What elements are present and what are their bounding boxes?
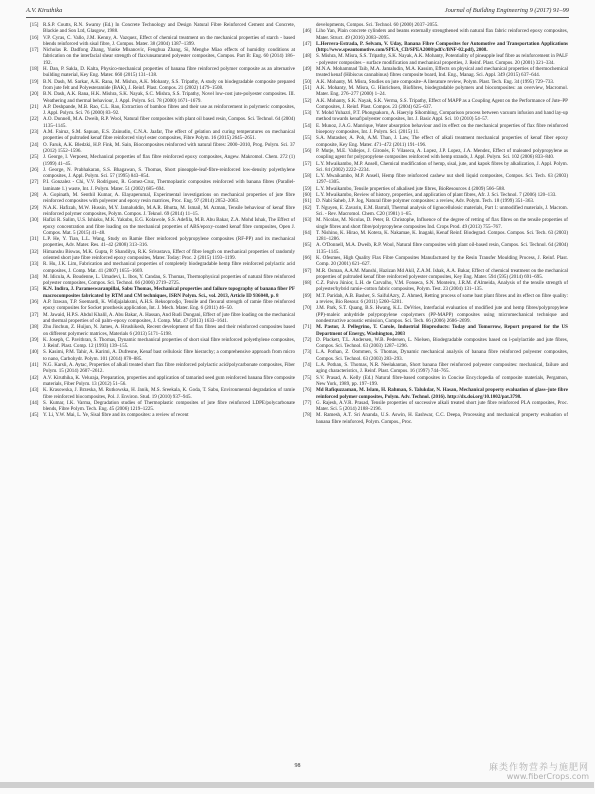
reference-item: [30, 104, 295, 117]
reference-text: K. Ofesmes, High Quality Flax Fibre Composites Manufactured by the Resin Transfer Moulding Process, J. Reinf. Plast. Comp. 20 (2001) 621–627.: [316, 254, 568, 268]
reference-number: [67]: [303, 267, 312, 274]
reference-number: [27]: [30, 179, 39, 186]
reference-text: L.Y. Mwaikambo, Review of history, properties, and application of plant fibres, Afr. J. Sci. Technol. 7 (2006) 120–133.: [316, 192, 557, 199]
reference-text: L.Y. Mwaikambo, M.P. Ansell, Chemical modification of hemp, sisal, jute, and kapok fibres by alkalization, J. Appl. Polym. Sci. 84 (2002) 2222–2234.: [316, 160, 568, 173]
reference-text: L.A. Pothan, S. Thomas, N.R. Neelakantan, Short banana fiber reinforced polyester composites: mechanical, failure and aging characteristics, J. Reinf. Plast. Compos. 16 (1997) 744–765.: [316, 362, 568, 375]
reference-text: R. Hu, J.K. Lim, Fabrication and mechanical properties of completely biodegradable hemp fibre reinforced polylactic acid composites, J. Comp. Mat. 41 (2007) 1655–1669.: [43, 261, 295, 274]
reference-number: [52]: [303, 97, 312, 104]
watermark-url: www.fiberCrops.com: [506, 772, 589, 782]
reference-item: [303, 268, 568, 281]
reference-item: [303, 230, 568, 243]
reference-text: O. Faruk, A.K. Bledzki, H.P. Fink, M. Sain, Biocomposites reinforced with natural fibres: 2000–2010, Prog. Polym. Sci. 37 (2012) 1552–1596.: [43, 141, 295, 154]
reference-item: [303, 161, 568, 174]
reference-text: S.A. Mutasher, A. Poh, A.M. Than, J. Law, The effect of alkali treatment mechanical properties of kenaf fiber epoxy composite, Key Eng. Mater. 471–472 (2011) 191–196.: [316, 135, 568, 148]
reference-text: D. Nabi Saheb, J.P. Jog, Natural fibre polymer composites: a review, Adv. Polym. Tech. 18 (1999) 351–363.: [316, 198, 535, 205]
reference-item: [303, 293, 568, 306]
reference-column-left: [30, 22, 295, 756]
reference-text: Himanshu Biswas, M.K. Gupta, P. Shandilya, R.K. Srivastava, Effect of fibre length on mechanical properties of randomly oriented short jute fibre reinforced epoxy composites, Mater. Today: Proc. 2 (2015) 1193–1199.: [43, 248, 295, 261]
reference-text: Hafizi R. Salim, U.S. Ishiaku, M.K. Yakubu, E.G. Kolawole, S.S. Adefila, M.B. Abu Bakar, Z.A. Mohd Ishak, The Effect of epoxy concentration and fibre loading on the mechanical properties of ABS/epoxy-coated kenaf fibre composites, Open J. Compos. Mat. 5 (2015) 41–48.: [43, 217, 295, 236]
reference-item: [303, 217, 568, 230]
reference-item: [30, 116, 295, 129]
reference-item: [303, 85, 568, 98]
reference-number: [76]: [303, 387, 312, 394]
reference-number: [34]: [30, 273, 39, 280]
reference-text: P.I. Gonzalez - Chi, V.V. Rodriguez, R. Gomez-Cruz, Thermoplastic composites reinforced with banana fibres (Parallel-laminate 1.) waste, Int. J. Polym. Mater. 51 (2002) 685–694.: [43, 179, 295, 192]
reference-item: [303, 400, 568, 413]
reference-text: K. Joseph, C. Pavithran, S. Thomas, Dynamic mechanical properties of short sisal fibre reinforced polyethylene composites, J. Reinf. Plast. Comp. 12 (1993) 139–155.: [43, 336, 295, 350]
reference-item: [30, 274, 295, 287]
reference-text: J.M. Park, S.T. Quang, B.S. Hwang, K.L. DeVries, Interfacial evaluation of modified jute and hemp fibres/polypropylene (PP)-maleic anhydride polypropylene copolymers (PP-MAPP) composites using micromechanical technique and nondestructive acoustic emission, Compos. Sci. Tech. 66 (2006) 2686–2699.: [316, 305, 568, 324]
reference-text: M. Ramesh, A.T. Sri Ananda, U.S. Aswin, H. Eashwar, C.C. Deepa, Processing and mechanical property evaluation of banana fibre reinforced, Polym. Compos., Proc.: [316, 412, 568, 425]
reference-number: [62]: [303, 204, 312, 211]
reference-number: [74]: [303, 362, 312, 369]
reference-number: [33]: [30, 261, 39, 268]
reference-item: [303, 362, 568, 375]
reference-text: M. Nicolas, M. Nicolas, D. Peter, B. Christophe, Influence of the degree of retting of flax fibres on the tensile properties of single fibres and short fibre/polypropylene composites Ind. Crops Prod. 49 (2013) 755–767.: [316, 217, 568, 230]
reference-number: [44]: [30, 399, 39, 406]
reference-number: [30]: [30, 217, 39, 224]
reference-item: [30, 249, 295, 262]
reference-item: [303, 66, 568, 79]
reference-number: [59]: [303, 185, 312, 192]
reference-text: G. Rajesh, A.V.R. Prasad, Tensile properties of successive alkali treated short jute fibre reinforced PLA composites, Proc. Mater. Sci. 5 (2014) 2188–2196.: [316, 399, 568, 413]
reference-number: [28]: [30, 192, 39, 199]
reference-number: [53]: [303, 110, 312, 117]
reference-number: [16]: [30, 34, 39, 41]
reference-item: [303, 41, 568, 54]
reference-item: [30, 35, 295, 48]
reference-item: [303, 173, 568, 186]
reference-text: Liho Yan, Plain concrete cylinders and beams externally strengthened with natural flax fabric reinforced epoxy composites, Mater. Struct. 49 (2016) 2083–2095.: [316, 28, 568, 41]
reference-text: M. Pastor, J. Pellegrino, T. Carole, Industrial Bioproducts: Today and Tomorrow, Report prepared for the US Department of Energy, Washington, 2003: [316, 324, 568, 337]
reference-number: [77]: [303, 399, 312, 406]
reference-text: L.P. He, Y. Tian, L.L. Wang, Study on Ramie fiber reinforced polypropylene composites (RF-PP) and its mechanical properties, Adv. Mater. Res. 41–42 (2008) 313–316.: [43, 236, 295, 249]
reference-text: A.K. Mohanty, M. Misra, Studies on jute composite–A literature review, Polym. Plast. Tech. Eng. 34 (1995) 729–733.: [316, 78, 555, 85]
reference-text: A.M. Fairuz, S.M. Sapuan, E.S. Zainudin, C.N.A. Jaafar, The effect of gelation and curing temperatures on mechanical properties of pultruded kenaf fibre reinforced vinyl ester composites, Fibre Polym. 16 (2015) 2645–2651.: [43, 129, 295, 142]
reference-text: A.O. Donnell, M.A. Dweib, R.P. Wool, Natural fiber composites with plant oil based resin, Compos. Sci. Technol. 64 (2004) 1135–1145.: [43, 116, 295, 129]
reference-number: [50]: [303, 78, 312, 85]
reference-number: [19]: [30, 78, 39, 85]
reference-number: [22]: [30, 116, 39, 123]
reference-number: [48]: [303, 53, 312, 60]
reference-text: Nicholas R. Dadfong Zhang, Yunke Mlsanovic, Fenghua Zhang, Si, Menghe Miao effects of humidity conditions at fabrication on the interfacial shear strength of flax/unsaturated polyester composites, Compos. Part B: Eng. 60 (2014) 186–192.: [43, 47, 295, 66]
reference-text: A. O'Donnell, M.A. Dweib, R.P. Wool, Natural fibre composites with plant oil-based resin, Compos. Sci. Technol. 64 (2004) 1135–1145.: [316, 242, 568, 255]
reference-text: P. Mutje, M.E. Vallejos, J. Gironès, F. Vilaseca, A. Lopez, J.P. Lopez, J.A. Mendez, Effect of maleated polypropylene as coupling agent for polypropylene composites reinforced with hemp strands, J. Appl. Polym. Sci. 102 (2006) 833–840.: [316, 147, 568, 161]
reference-text: B.N. Dash, A.K. Rana, H.K. Mishra, S.K. Nayak, S.C. Mishra, S.S. Tripathy, Novel low-cost jute-polyester composites. III. Weathering and thermal behaviour, J. Appl. Polym. Sci. 78 (2000) 1671–1679.: [43, 91, 295, 104]
reference-item: [30, 66, 295, 79]
reference-number: [23]: [30, 129, 39, 136]
reference-number: [64]: [303, 229, 312, 236]
reference-text: H. Dan, P. Sakla, D. Kalta, Physico-mechanical properties of banana fibre reinforced polymer composite as an alternative building material, Key Eng. Mater. 660 (2015) 131–138.: [43, 66, 295, 79]
reference-text: L.A. Pothan, Z. Oommen, S. Thomas, Dynamic mechanical analysis of banana fibre reinforced polyester composites, Compos. Sci. Technol. 63 (2003) 283–293.: [316, 349, 568, 362]
reference-item: [303, 110, 568, 123]
reference-item: [30, 312, 295, 325]
reference-item: [303, 280, 568, 293]
reference-item: [303, 28, 568, 41]
reference-item: [303, 148, 568, 161]
reference-number: [71]: [303, 324, 312, 331]
reference-text: T. Nguyen, E. Zavarin, E.M. Barrall, Thermal analysis of lignocellulosic materials, Part 1: unmodified materials, J. Macrom. Sci. - Rev. Macromol. Chem. C20 (1981) 1–65.: [316, 204, 568, 217]
reference-number: [65]: [303, 242, 312, 249]
page-number: 98: [294, 763, 301, 769]
reference-item: [30, 154, 295, 167]
reference-item: [303, 53, 568, 66]
reference-item: [303, 135, 568, 148]
reference-number: [20]: [30, 91, 39, 98]
reference-number: [38]: [30, 324, 39, 331]
reference-number: [69]: [303, 292, 312, 299]
bottom-divider: [0, 782, 594, 788]
reference-item: [303, 123, 568, 136]
reference-item: [30, 362, 295, 375]
reference-text: S.V. Prasad, A. Kelly (Ed.) Natural fibre-based composites in Concise Encyclopedia of composite materials, Pergamon, New York, 1989, pp. 197–199.: [316, 374, 568, 387]
reference-text: A.K. Mohanty, M. Misra, G. Hinrichsen, Biofibres, biodegradable polymers and biocomposites: an overview, Macromol. Mater. Eng. 276–277 (2000) 1–24.: [316, 84, 568, 98]
reference-number: [70]: [303, 305, 312, 312]
reference-item: [30, 387, 295, 400]
reference-text: L.Y. Mwaikambo, M.P. Ansell, Hemp fibre reinforced cashew nut shell liquid composites, Compos. Sci. Tech. 63 (2003) 1297–1305.: [316, 173, 568, 186]
reference-text: S. Kasimi, P.M. Tahir, A. Karimi, A. Dufresne, Kenaf bast cellulosic fibre hierarchy; a comprehensive approach from micro to nano, Carbohydr. Polym. 101 (2014) 878–885.: [43, 349, 295, 362]
reference-number: [61]: [303, 198, 312, 205]
reference-item: [303, 205, 568, 218]
reference-text: K.N. Indira, J. Parameswaranpillai, Sabu Thomas, Mechanical properties and failure topography of banana fiber PF macrocomposites fabricated by RTM and CM techniques, ISRN Polym. Sci., vol. 2013, Article ID 936048, p. 8: [43, 286, 295, 299]
reference-item: [30, 179, 295, 192]
watermark: [489, 764, 589, 782]
reference-text: M.T. Paridah, A.B. Basher, S. SaifulAzry, Z. Ahmed, Retting process of some bast plant fibres and its effect on fibre quality: a review, Bio Resour. 6 (2011) 5260–5281.: [316, 292, 568, 306]
reference-item: [303, 242, 568, 255]
reference-text: L.Y. Mwaikambo, Tensile properties of alkalised jute fibres, BioResources 4 (2009) 566–588.: [316, 185, 506, 192]
reference-number: [51]: [303, 84, 312, 91]
reference-item: [30, 217, 295, 236]
header-journal: Journal of Building Engineering 9 (2017) 91–99: [444, 7, 569, 14]
reference-number: [58]: [303, 173, 312, 180]
reference-item: [303, 324, 568, 337]
reference-item: [303, 337, 568, 350]
reference-number: [29]: [30, 204, 39, 211]
reference-text: Md Rafiquzzaman, M. Islam, H. Rahman, S. Talukdar, N. Hasan, Mechanical property evaluation of glass–jute fibre reinforced polymer composites, Polym. Adv. Technol. (2016). http://dx.doi.org/10.1002/pat.3798.: [316, 387, 568, 400]
reference-item: [303, 255, 568, 268]
reference-text: A.K. Mohanty, S.K. Nayak, S.K. Verma, S.S. Tripathy, Effect of MAPP as a Coupling Agent on the Performance of Jute–PP Composites, J. Reinf. Plast. Compos. 23 (2004) 625–637.: [316, 97, 568, 110]
reference-text: Y. Mohd Yuhazri, P.T. Phongsakorn, A. Haeryip Sihombing, Comparison process between vacuum infusion and hand lay-up method towards kenaf/polyester composites, Int. J. Basic Appl. Sci. 10 (2010) 54–57.: [316, 110, 568, 123]
reference-item: [30, 205, 295, 218]
reference-number: [55]: [303, 135, 312, 142]
reference-text: Y. Li, Y.W. Mai, L. Ye, Sisal fibre and its composites: a review of recent: [43, 412, 189, 419]
reference-number: [63]: [303, 217, 312, 224]
reference-text: B.N. Dash, M. Sarkar, A.K. Rana, M. Mishra, A.K. Mohanty, S.S. Tripathy, A study on biodegradable composite prepared from jute felt and Polyesteramide (BAK), J. Reinf. Plast. Compos. 21 (2002) 1479–1508.: [43, 78, 295, 91]
reference-text: A.V. Kiruthika, K. Veluraja, Preparation, properties and application of tamarind seed gum reinforced banana fibre composite materials, Fiber Polym. 13 (2012) 51–56.: [43, 374, 295, 387]
reference-text: S. Mishra, M. Misra, S.S. Tripathy, S.K. Nayak, A.K. Mohanty, Potentiality of pineapple leaf fibre as reinforcement in PALF - polyester composites – surface modification and mechanical properties, J. Reinf. Plast. Compos. 20 (2001) 321–334.: [316, 53, 568, 66]
reference-item: [30, 47, 295, 66]
reference-item: [30, 91, 295, 104]
reference-text: M.R. Osman, A.A.M. Manshi, Hazizan Md Akil, Z.A.M. Ishak, A.A. Bakar, Effect of chemical treatment on the mechanical properties of pultruded kenaf fibre reinforced polyester composites, Key Eng. Mater. 594 (595) (2014) 691–695.: [316, 267, 568, 280]
reference-text: S. Kumar, I.K. Varma, Degradation studies of Thermoplastic composites of jute fibre reinforced LDPE/polycarbonate blends, Fibre Polym. Tech. Eng. 45 (2006) 1219–1225.: [43, 399, 295, 413]
reference-item: [303, 375, 568, 388]
running-header: [26, 4, 569, 18]
reference-number: [72]: [303, 336, 312, 343]
reference-text: A.P. Deshpande, M.B. Rao, C.L. Rao, Extraction of bamboo fibres and their use as reinforcement in polymeric composites, J. Appl. Polym. Sci. 76 (2000) 83–92.: [43, 103, 295, 117]
reference-item: [30, 236, 295, 249]
reference-text: V.P. Cyras, C. Vallo, J.M. Kenny, A. Vazquez, Effect of chemical treatment on the mechanical properties of starch - based blends reinforced with sisal fibre, J. Compos. Mater. 38 (2004) 1387–1399.: [43, 34, 295, 47]
reference-item: [30, 412, 295, 418]
reference-item: [30, 324, 295, 337]
reference-number: [42]: [30, 374, 39, 381]
reference-number: [49]: [303, 66, 312, 73]
reference-item: [30, 129, 295, 142]
reference-number: [17]: [30, 47, 39, 54]
reference-item: [30, 22, 295, 35]
reference-text: Zhu Jinchun, Z. Huijun, N. James, A. Hrushikesh, Recent development of flax fibres and their reinforced composites based on different polymeric matrices, Materials 6 (2013) 5171–5198.: [43, 324, 295, 337]
reference-item: [30, 375, 295, 388]
reference-number: [73]: [303, 349, 312, 356]
reference-text: N.A.K. Hafizah, M.W. Hussin, M.Y. Jamaluddin, M.A.R. Bhutta, M. Ismail, M. Azman, Tensile behaviour of kenaf fibre reinforced polymer composites, Polym. Compos. J. Teknol. 69 (2014) 11–15.: [43, 204, 295, 217]
reference-number: [40]: [30, 349, 39, 356]
reference-text: M. Idicula, A. Boudenne, L. Umadevi, L. Ibos, Y. Candau, S. Thomas, Thermophysical properties of natural fibre reinforced polyester composites, Compos. Sci. Technol. 66 (2006) 2719–2725.: [43, 273, 295, 287]
reference-number: [36]: [30, 299, 39, 306]
reference-item: [303, 98, 568, 111]
reference-text: D. Plackett, T.L. Andersen, W.B. Pedersen, L. Nielsen, Biodegradable composites based on l-polylactide and jute fibres, Compos. Sci. Technol. 63 (2003) 1287–1296.: [316, 336, 568, 350]
reference-text: M. Jawaid, H.P.S. Abdul Khalil, A. Abu Bakar, A. Hassan, And Rudi Dungani, Effect of jute fibre loading on the mechanical and thermal properties of oil palm–epoxy composites, J. Comp. Mat. 47 (2013) 1633–1641.: [43, 311, 295, 324]
reference-number: [31]: [30, 236, 39, 243]
reference-number: [46]: [303, 28, 312, 35]
reference-text: J. George, N. Prabhakaran, S.S. Bhagawan, S. Thomas, Short pineapple-leaf-fibre-reinforced low-density polyethylene composites, J. Appl. Polym. Sci. 57 (1995) 843–854.: [43, 166, 295, 180]
reference-number: [32]: [30, 248, 39, 255]
reference-item: [30, 299, 295, 312]
reference-text: L.Herrera-Estrada, P. Selvam, V. Uday, Banana Fibre Composites for Automotive and Transportation Applications (http://www.speautomotive.com/SPEA_CD/SPEA2008/pdf/c/BNF-02.pdf), 2008.: [316, 40, 568, 54]
reference-number: [21]: [30, 103, 39, 110]
reference-number: [25]: [30, 154, 39, 161]
reference-number: [56]: [303, 147, 312, 154]
reference-item: [30, 400, 295, 413]
watermark-site-name: 麻类作物营养与施肥网: [488, 763, 589, 773]
reference-number: [15]: [30, 22, 39, 28]
reference-item: [30, 286, 295, 299]
reference-text: A. Gopinath, M. Senthil Kumar, A. Elayaperumal, Experimental investigations on mechanical properties of jute fibre reinforced composites with polyester and epoxy resin matrices, Proc. Eng. 97 (2014) 2052–2063.: [43, 192, 295, 205]
reference-text: developments, Compos. Sci. Technol. 60 (2000) 2037–2055.: [316, 22, 439, 28]
reference-item: [30, 349, 295, 362]
reference-number: [41]: [30, 362, 39, 369]
reference-item: [30, 167, 295, 180]
reference-item: [30, 142, 295, 155]
reference-number: [43]: [30, 387, 39, 394]
reference-item: [30, 261, 295, 274]
reference-number: [26]: [30, 166, 39, 173]
reference-item: [303, 412, 568, 425]
reference-number: [35]: [30, 286, 39, 293]
reference-number: [45]: [30, 412, 39, 419]
reference-text: K. Krasowska, J. Brzeska, M. Rutkowska, H. Janik, M.S. Sreekala, K. Goda, T. Sabu, Environmental degradation of ramie fibre reinforced biocomposites, Pol. J. Environ. Stud. 19 (2010) 937–945.: [43, 387, 295, 400]
reference-text: J. George, I. Verpoest, Mechanical properties of flax fibre reinforced epoxy composites, Angew. Makromol. Chem. 272 (1) (1999) 41–45.: [43, 154, 295, 167]
reference-text: R.S.P. Coutts, R.N. Swamy (Ed.) In Concrete Technology and Design Natural Fibre Reinforced Cement and Concrete, Blackie and Son Ltd, Glasgow, 1988.: [43, 22, 295, 35]
reference-number: [37]: [30, 311, 39, 318]
reference-number: [68]: [303, 280, 312, 287]
reference-text: T. Nishino, K. Hirao, M. Kotera, K. Nakamae, K. Inagaki, Kenaf Reinf. Biodegrad. Compos. Compos. Sci. Tech. 63 (2003) 1281–1286.: [316, 229, 568, 243]
reference-text: A.P. Irawan, T.P. Soemardi, K. Widjajalaksmi, A.H.S. Reksoprodjo, Tensile and flexural strength of ramie fibre reinforced epoxy composites for Socket prosthesis application, Int. J. Mech. Mater. Eng. 6 (2011) 46–50.: [43, 299, 295, 312]
reference-number: [47]: [303, 40, 312, 47]
reference-number: [54]: [303, 122, 312, 129]
reference-item: [303, 305, 568, 324]
reference-number: [78]: [303, 412, 312, 419]
reference-item: [30, 337, 295, 350]
reference-number: [18]: [30, 66, 39, 73]
reference-number: [60]: [303, 192, 312, 199]
reference-number: [57]: [303, 160, 312, 167]
reference-text: E. Munoz, J.A.G. Manrique, Water absorption behaviour and its effect on the mechanical properties of flax fibre reinforced bioepoxy composites, Int. J. Polym. Sci. (2015) 11.: [316, 122, 568, 136]
reference-text: C.Z. Paiva Júnior, L.H. de Carvalho, V.M. Fonseca, S.N. Monteiro, J.R.M. d'Almeida, Analysis of the tensile strength of polyester/hybrid ramie–cotton fabric composites, Polym. Test. 23 (2004) 131–135.: [316, 280, 568, 293]
reference-number: [75]: [303, 374, 312, 381]
reference-item: [303, 349, 568, 362]
reference-item: [303, 387, 568, 400]
reference-text: N.G. Karsli, A. Aytac, Properties of alkali treated short flax fibre reinforced polylactic acid/polycarbonate composites, Fiber Polym. 15 (2014) 2607–2612.: [43, 362, 295, 375]
reference-number: [24]: [30, 141, 39, 148]
reference-text: M.N.A. Mohammad Taib, M.A. Jamaludin, M.A. Kassim, Effects on physical and mechanical properties of thermochemical treated kenaf (Hibiscus cannabinus) fibres composite board, Ind. Eng., Manag. Sci. Appl. 349 (2015) 637–644.: [316, 66, 568, 79]
reference-number: [66]: [303, 254, 312, 261]
reference-item: [30, 79, 295, 92]
reference-number: [39]: [30, 336, 39, 343]
reference-column-right: [303, 22, 568, 756]
header-author: A.V. Kiruthika: [26, 7, 63, 14]
reference-item: [30, 192, 295, 205]
